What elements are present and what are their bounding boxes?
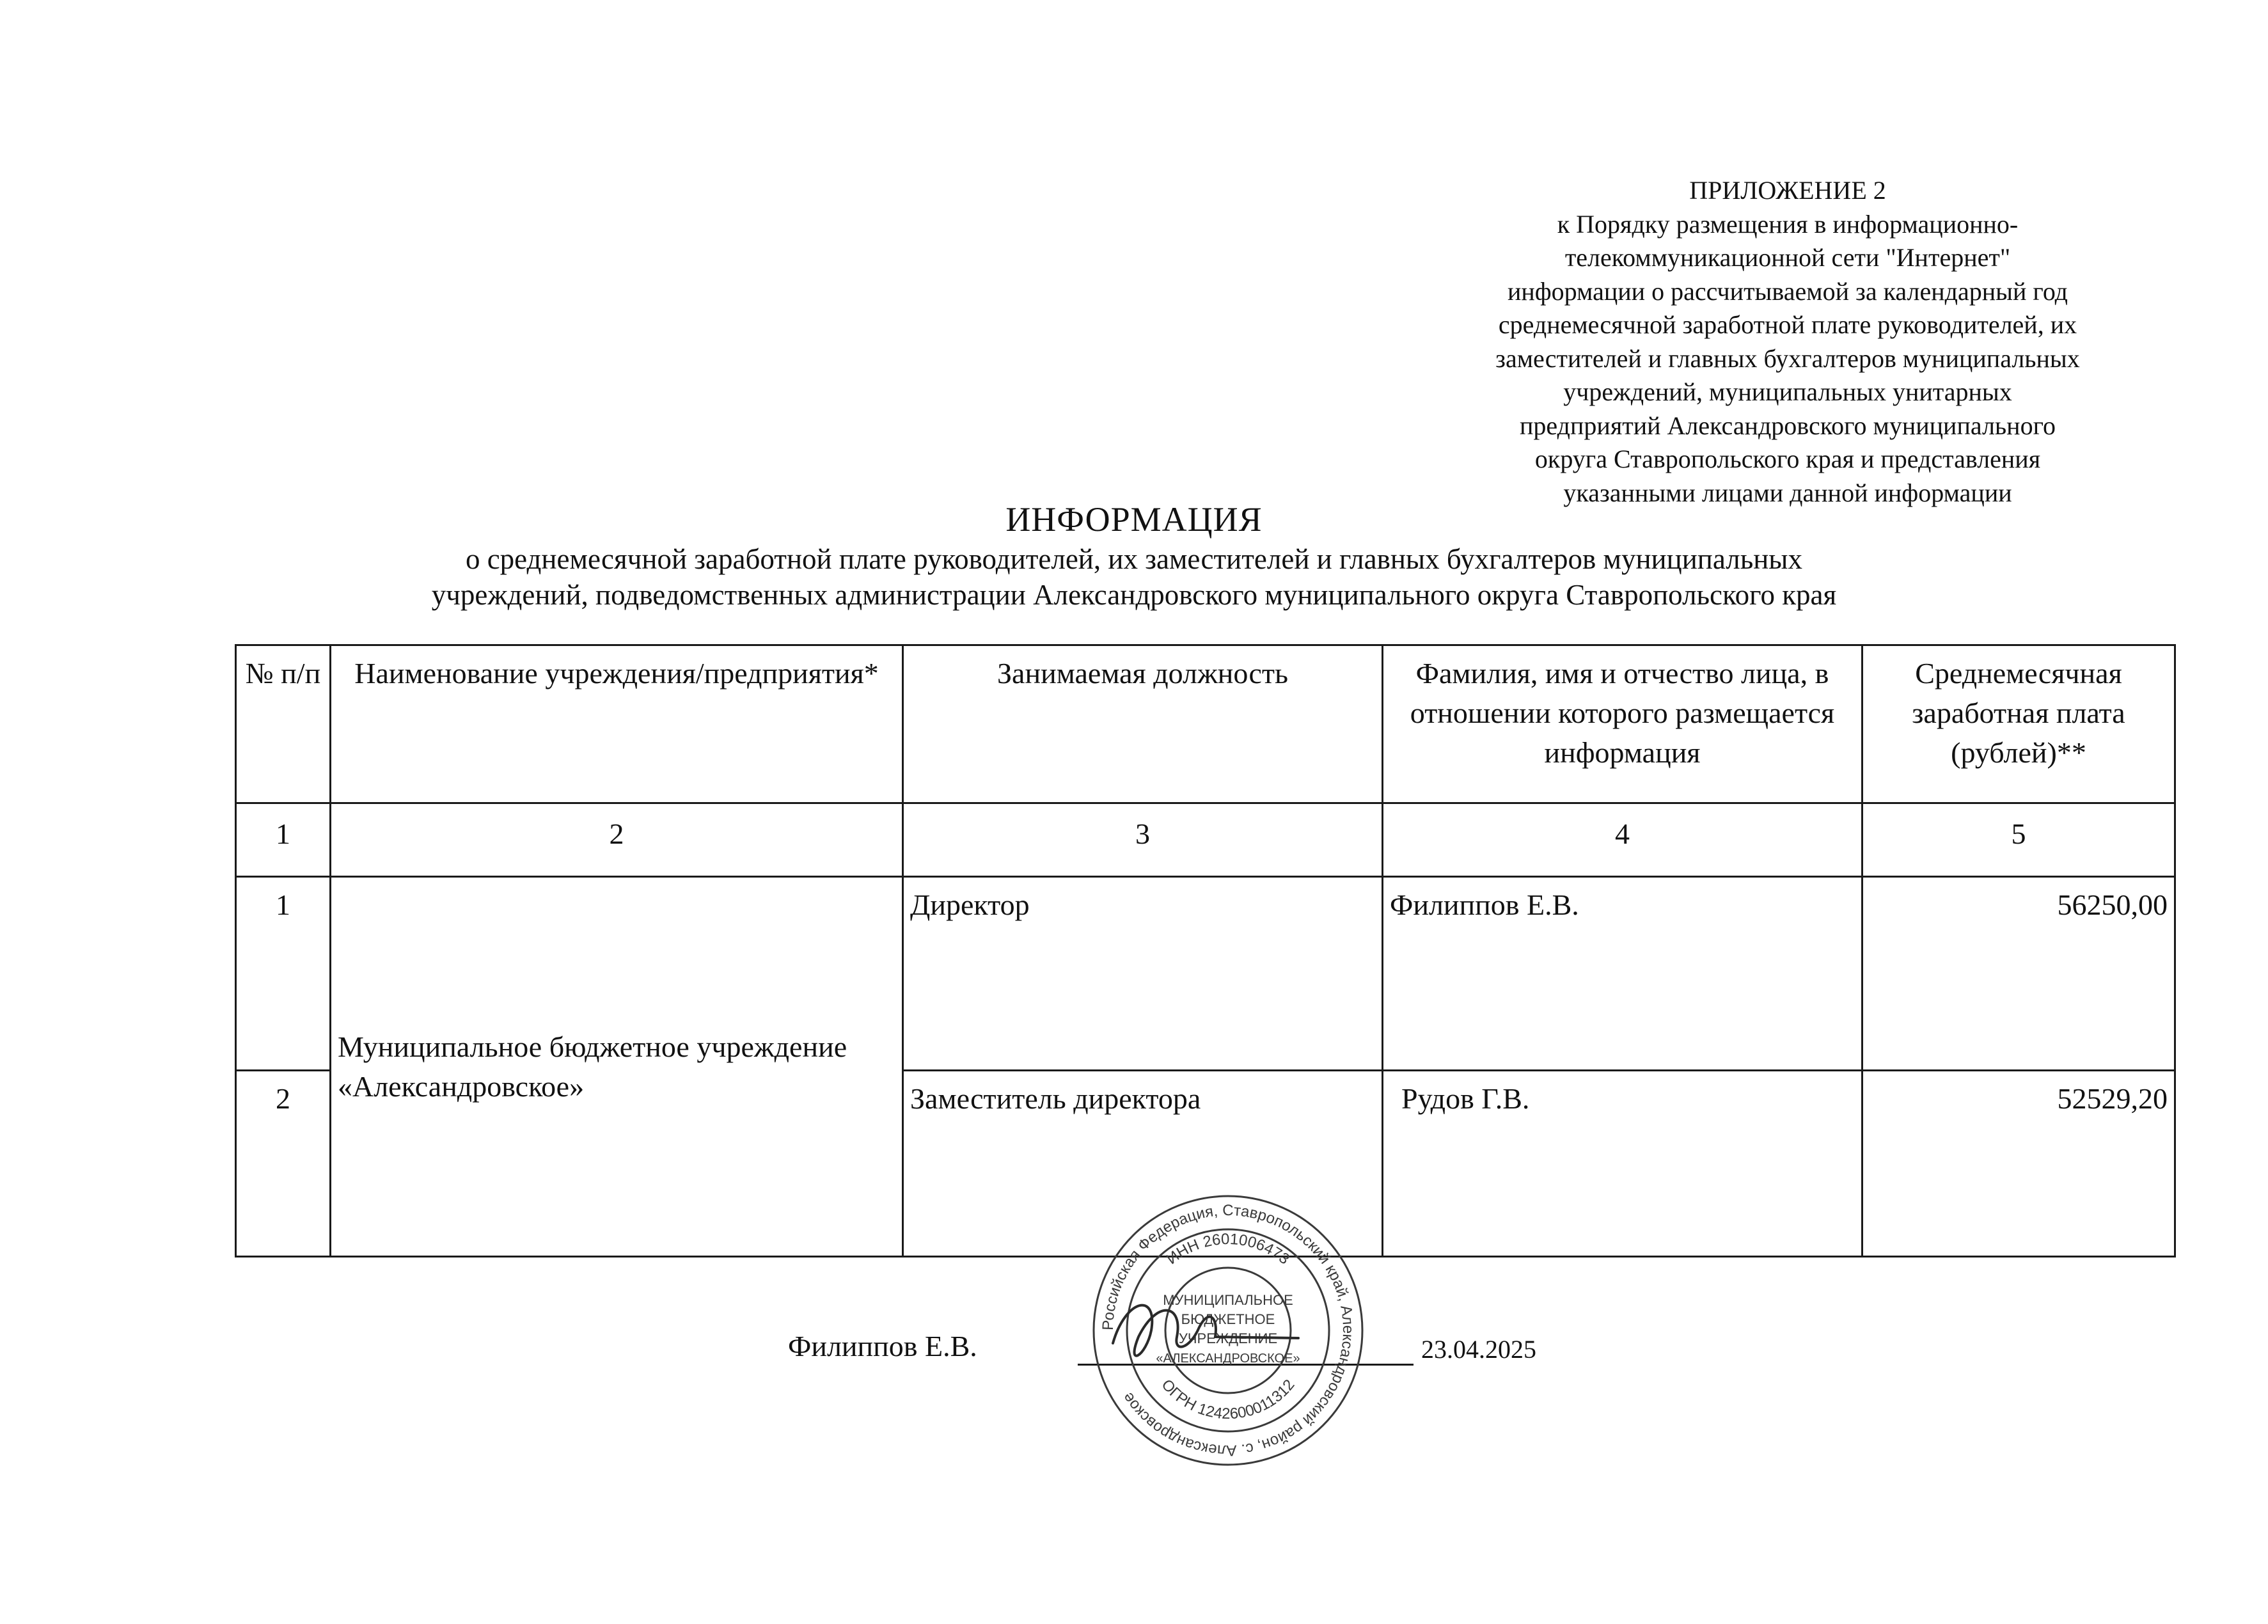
column-number: 5 [1862,803,2175,877]
appendix-line: информации о рассчитываемой за календарный год [1507,276,2068,306]
row-salary: 56250,00 [1862,877,2175,1071]
official-seal-icon [1087,1190,1369,1471]
document-subheading [0,541,2268,613]
row-number: 2 [236,1071,331,1257]
row-salary: 52529,20 [1862,1071,2175,1257]
column-number: 3 [903,803,1383,877]
document-heading: ИНФОРМАЦИЯ [1005,500,1263,539]
header-position: Занимаемая должность [903,645,1383,803]
seal-center-line: БЮДЖЕТНОЕ [1181,1311,1275,1327]
appendix-line: заместителей и главных бухгалтеров муниципальных [1495,343,2080,373]
organization-name: Муниципальное бюджетное учреждение «Александровское» [331,877,903,1257]
header-full-name: Фамилия, имя и отчество лица, в отношении которого размещается информация [1383,645,1862,803]
seal-center-line: УЧРЕЖДЕНИЕ [1178,1330,1278,1346]
header-organization: Наименование учреждения/предприятия* [331,645,903,803]
column-number-row [236,803,2175,877]
appendix-block [1356,174,2219,510]
table-header-row [236,645,2175,803]
subheading-line: учреждений, подведомственных администрации Александровского муниципального округа Ставропольского края [431,579,1837,611]
row-position: Заместитель директора [903,1071,1383,1257]
subheading-line: о среднемесячной заработной плате руководителей, их заместителей и главных бухгалтеров муниципальных [465,543,1803,575]
appendix-title: ПРИЛОЖЕНИЕ 2 [1689,176,1886,205]
appendix-line: среднемесячной заработной плате руководителей, их [1498,310,2077,339]
seal-outer-text: Российская Федерация, Ставропольский край, Александровский район, с. Александровское [1099,1201,1357,1460]
seal-ogrn: ОГРН 1242600011312 [1158,1376,1298,1423]
column-number: 2 [331,803,903,877]
row-number: 1 [236,877,331,1071]
header-number: № п/п [236,645,331,803]
appendix-line: к Порядку размещения в информационно- [1557,209,2019,239]
seal-center-line: МУНИЦИПАЛЬНОЕ [1163,1292,1293,1308]
seal-inn: ИНН 2601006473 [1163,1230,1293,1268]
appendix-line: учреждений, муниципальных унитарных [1563,377,2012,406]
signer-name: Филиппов Е.В. [788,1330,977,1362]
salary-table [235,644,2176,1257]
seal-center-line: «АЛЕКСАНДРОВСКОЕ» [1156,1352,1300,1366]
appendix-line: указанными лицами данной информации [1563,478,2012,507]
appendix-line: округа Ставропольского края и представления [1534,445,2041,473]
row-full-name: Рудов Г.В. [1383,1071,1862,1257]
row-full-name: Филиппов Е.В. [1383,877,1862,1071]
column-number: 1 [236,803,331,877]
signature-date: 23.04.2025 [1421,1335,1536,1364]
header-salary: Среднемесячная заработная плата (рублей)** [1862,645,2175,803]
table-row [236,877,2175,1071]
column-number: 4 [1383,803,1862,877]
row-position: Директор [903,877,1383,1071]
appendix-line: предприятий Александровского муниципального [1520,411,2056,440]
appendix-line: телекоммуникационной сети "Интернет" [1564,243,2011,272]
